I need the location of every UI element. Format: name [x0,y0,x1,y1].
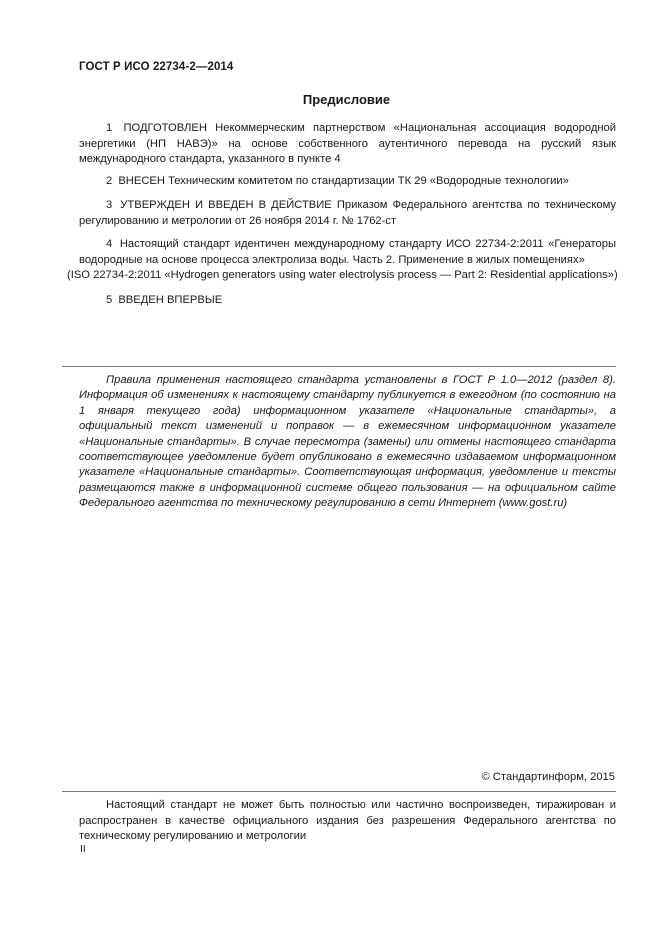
rules-of-application-note: Правила применения настоящего стандарта установлены в ГОСТ Р 1.0—2012 (раздел 8). Информация об изменениях к настоящему стандарту публикуется в ежегодном (по состоянию на 1 января текущего года) информационном указателе «Национальные стандарты», а официальный текст изменений и поправок — в ежемесячном информационном указателе «Национальные стандарты». В случае пересмотра (замены) или отмены настоящего стандарта соответствующее уведомление будет опубликовано в ежемесячно издаваемом информационном указателе «Национальные стандарты». Соответствующая информация, уведомление и тексты размещаются также в информационной системе общего пользования — на официальном сайте Федерального агентства по техническому регулированию в сети Интернет (www.gost.ru) [79,374,616,510]
item-text: ВВЕДЕН ВПЕРВЫЕ [118,294,223,306]
document-code-header: ГОСТ Р ИСО 22734-2—2014 [79,61,234,73]
section-divider [62,366,616,367]
item-text: УТВЕРЖДЕН И ВВЕДЕН В ДЕЙСТВИЕ Приказом Федерального агентства по техническому регулированию и метрологии от 26 ноября 2014 г. № 1762-ст [79,199,617,227]
item-text: ВНЕСЕН Техническим комитетом по стандартизации ТК 29 «Водородные технологии» [118,175,569,187]
item-number: 3 [106,199,113,211]
reproduction-notice: Настоящий стандарт не может быть полностью или частично воспроизведен, тиражирован и распространен в качестве официального издания без разрешения Федерального агентства по техническому регулированию и метрологии [79,799,616,842]
copyright-line: © Стандартинформ, 2015 [481,771,615,783]
item-text: ПОДГОТОВЛЕН Некоммерческим партнерством «Национальная ассоциация водородной энергетики (НП НАВЭ)» на основе собственного аутентичного перевода на русский язык международного стандарта, указанного в пункте 4 [79,122,616,165]
foreword-item-2 [79,174,616,190]
item-text: Настоящий стандарт идентичен международному стандарту ИСО 22734-2:2011 «Генераторы водородные на основе процесса электролиза воды. Часть 2. Применение в жилых помещениях» [79,238,616,266]
item-number: 4 [106,238,113,250]
copyright-divider [62,791,616,792]
item-text-english: (ISO 22734-2:2011 «Hydrogen generators using water electrolysis process — Part 2: Residential applications») [67,269,618,281]
foreword-item-3 [79,198,616,229]
page-number: II [80,843,86,855]
item-number: 2 [106,175,113,187]
item-number: 5 [106,294,113,306]
foreword-item-4 [67,237,618,284]
page-title: Предисловие [302,92,391,107]
foreword-item-5 [79,293,616,309]
item-number: 1 [106,122,113,134]
foreword-item-1 [79,121,616,168]
